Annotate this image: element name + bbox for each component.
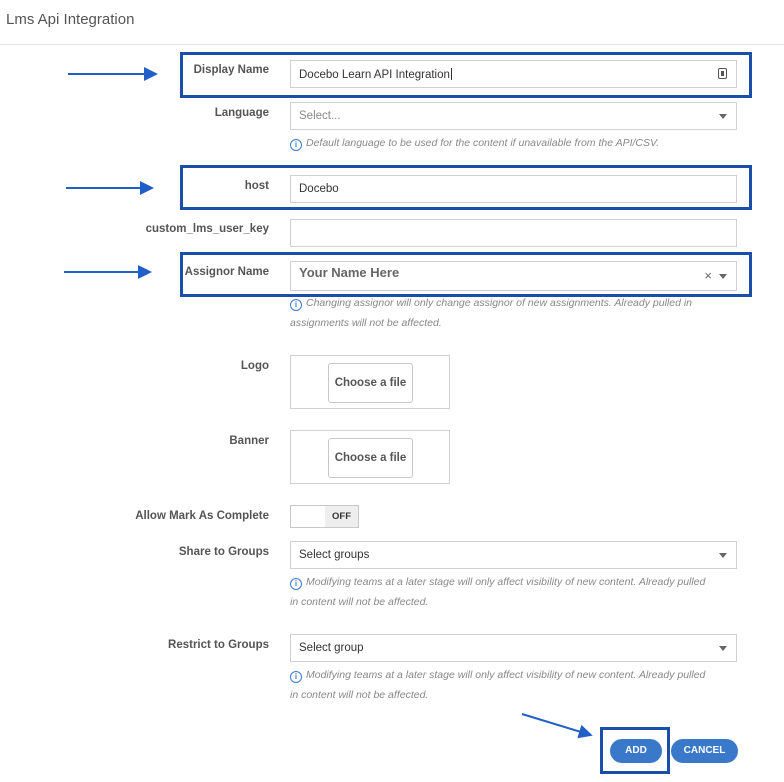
toggle-state: OFF [325,506,358,527]
restrict-to-groups-label: Restrict to Groups [168,639,269,651]
restrict-to-groups-placeholder: Select group [299,642,364,654]
custom-lms-user-key-input[interactable] [290,219,737,247]
logo-upload [290,355,450,409]
share-to-groups-select[interactable] [290,541,737,569]
info-icon: i [290,139,302,151]
language-select[interactable] [290,102,737,130]
info-icon: i [290,578,302,590]
host-highlight [180,165,752,210]
banner-choose-file-button[interactable]: Choose a file [328,438,413,478]
host-label: host [244,180,269,192]
allow-mark-complete-toggle[interactable] [290,505,359,528]
logo-label: Logo [240,360,269,372]
logo-choose-file-button[interactable]: Choose a file [328,363,413,403]
restrict-to-groups-select[interactable] [290,634,737,662]
add-button[interactable]: ADD [610,739,662,763]
info-icon: i [290,299,302,311]
page-header [0,0,784,45]
assignor-help: i Changing assignor will only change assignor of new assignments. Already pulled in assignments will not be affected. [290,297,692,329]
display-name-highlight [180,52,752,98]
toggle-knob [291,506,326,527]
display-name-value: Docebo Learn API Integration [299,69,450,81]
arrow-icon [68,73,154,75]
share-to-groups-placeholder: Select groups [299,549,370,561]
display-name-label: Display Name [193,64,269,76]
language-label: Language [214,107,269,119]
arrow-icon [66,187,150,189]
banner-upload [290,430,450,484]
arrow-icon [64,271,148,273]
host-value: Docebo [299,183,339,195]
restrict-to-groups-help: i Modifying teams at a later stage will only affect visibility of new content. Already pulled in content will not be affected. [290,669,706,701]
add-button-highlight [600,727,670,774]
chevron-down-icon [719,646,727,651]
assignor-name-label: Assignor Name [184,266,269,278]
language-placeholder: Select... [299,110,341,122]
assignor-name-highlight [180,252,752,297]
clear-icon[interactable]: × [704,268,712,283]
chevron-down-icon [719,114,727,119]
allow-mark-complete-label: Allow Mark As Complete [135,510,269,522]
language-help: i Default language to be used for the content if unavailable from the API/CSV. [290,133,740,153]
banner-label: Banner [229,435,269,447]
assignor-name-value: Your Name Here [299,265,400,280]
share-to-groups-help: i Modifying teams at a later stage will only affect visibility of new content. Already pulled in content will not be affected. [290,576,706,608]
custom-lms-user-key-label: custom_lms_user_key [145,223,269,235]
arrow-icon [522,713,590,735]
chevron-down-icon [719,553,727,558]
share-to-groups-label: Share to Groups [178,546,269,558]
info-icon: i [290,671,302,683]
cancel-button[interactable]: CANCEL [671,739,738,763]
page-title: Lms Api Integration [6,11,135,28]
